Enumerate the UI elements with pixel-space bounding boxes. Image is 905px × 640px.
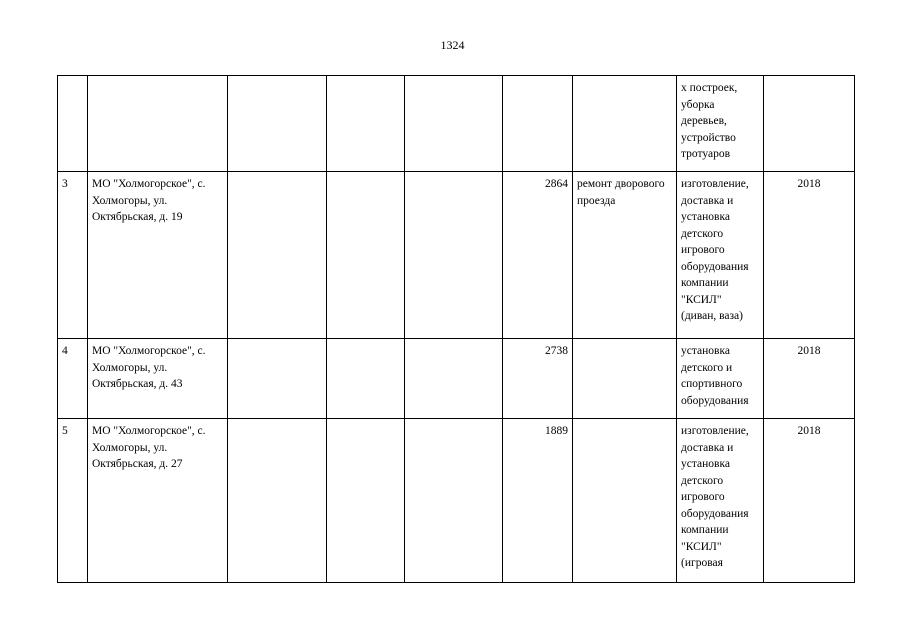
empty-cell	[327, 419, 405, 583]
details-cell: установка детского и спортивного оборудования	[677, 339, 764, 419]
row-number-cell: 3	[58, 172, 88, 339]
year-cell: 2018	[764, 172, 855, 339]
details-cell: изготовление, доставка и установка детского игрового оборудования компании "КСИЛ" (диван, ваза)	[677, 172, 764, 339]
work-type-cell	[573, 339, 677, 419]
address-cell: МО "Холмогорское", с. Холмогоры, ул. Октябрьская, д. 43	[88, 339, 228, 419]
year-cell	[764, 76, 855, 172]
empty-cell	[405, 419, 503, 583]
empty-cell	[228, 172, 327, 339]
empty-cell	[228, 339, 327, 419]
address-cell: МО "Холмогорское", с. Холмогоры, ул. Октябрьская, д. 19	[88, 172, 228, 339]
empty-cell	[228, 76, 327, 172]
table-row	[58, 76, 855, 172]
empty-cell	[327, 339, 405, 419]
amount-cell: 2738	[503, 339, 573, 419]
address-cell: МО "Холмогорское", с. Холмогоры, ул. Октябрьская, д. 27	[88, 419, 228, 583]
year-cell: 2018	[764, 419, 855, 583]
details-cell: изготовление, доставка и установка детского игрового оборудования компании "КСИЛ" (игровая	[677, 419, 764, 583]
table-row	[58, 339, 855, 419]
empty-cell	[327, 172, 405, 339]
work-type-cell	[573, 419, 677, 583]
page-number: 1324	[440, 38, 465, 52]
empty-cell	[228, 419, 327, 583]
amount-cell: 2864	[503, 172, 573, 339]
work-type-cell: ремонт дворового проезда	[573, 172, 677, 339]
table-row	[58, 419, 855, 583]
empty-cell	[327, 76, 405, 172]
work-type-cell	[573, 76, 677, 172]
table-row	[58, 172, 855, 339]
works-table	[57, 75, 855, 583]
empty-cell	[405, 76, 503, 172]
address-cell	[88, 76, 228, 172]
row-number-cell	[58, 76, 88, 172]
row-number-cell: 4	[58, 339, 88, 419]
year-cell: 2018	[764, 339, 855, 419]
amount-cell	[503, 76, 573, 172]
row-number-cell: 5	[58, 419, 88, 583]
details-cell: х построек, уборка деревьев, устройство тротуаров	[677, 76, 764, 172]
amount-cell: 1889	[503, 419, 573, 583]
empty-cell	[405, 339, 503, 419]
empty-cell	[405, 172, 503, 339]
